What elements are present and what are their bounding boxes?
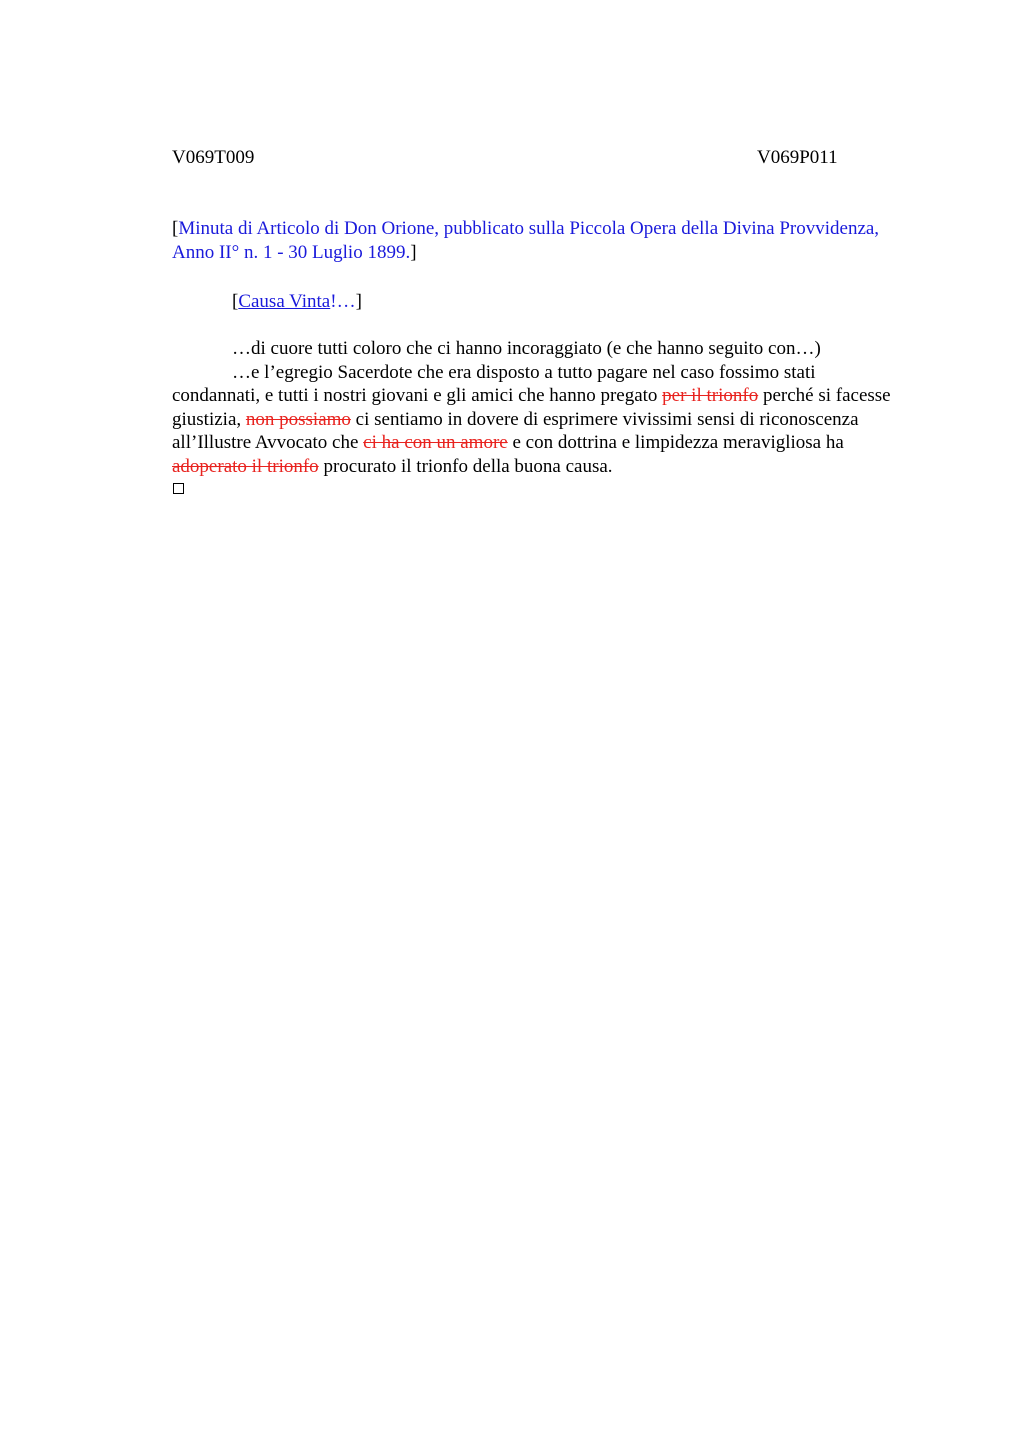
title-suffix: !… bbox=[330, 291, 356, 312]
text-segment: e con dottrina e limpidezza meravigliosa ha bbox=[507, 432, 844, 454]
text-segment: …e l’egregio Sacerdote che era disposto a tutto pagare nel caso fossimo stati condannati, e tutti i nostri giovani e gli amici che hanno pregato bbox=[172, 361, 816, 407]
article-title bbox=[232, 290, 362, 314]
text-segment: perché si facesse giustizia, bbox=[172, 385, 891, 430]
text-segment: ci sentiamo in dovere di esprimere vivissimi sensi di riconoscenza all’Illustre Avvocato che bbox=[172, 408, 859, 454]
document-code: V069T009 bbox=[172, 147, 255, 168]
heading-text: Minuta di Articolo di Don Orione, pubblicato sulla Piccola Opera della Divina Provvidenza, Anno II° n. 1 - 30 Luglio 1899. bbox=[172, 218, 880, 263]
heading-close-bracket: ] bbox=[410, 242, 417, 263]
deleted-text: per il trionfo bbox=[662, 385, 759, 407]
deleted-text: ci ha con un amore bbox=[363, 432, 508, 454]
title-close-bracket: ] bbox=[355, 291, 362, 312]
text-segment: procurato il trionfo della buona causa. bbox=[318, 455, 613, 477]
article-body bbox=[172, 337, 892, 479]
page-code: V069P011 bbox=[757, 147, 838, 168]
editorial-heading bbox=[172, 217, 892, 265]
body-paragraph-1: …di cuore tutti coloro che ci hanno incoraggiato (e che hanno seguito con…) bbox=[232, 338, 821, 359]
heading-open-bracket: [ bbox=[172, 218, 179, 239]
body-paragraph-2 bbox=[172, 361, 892, 479]
title-open-bracket: [ bbox=[232, 291, 239, 312]
deleted-text: adoperato il trionfo bbox=[172, 455, 319, 477]
end-marker-box-icon bbox=[173, 483, 184, 494]
title-link[interactable]: Causa Vinta bbox=[238, 291, 331, 312]
deleted-text: non possiamo bbox=[245, 408, 351, 430]
